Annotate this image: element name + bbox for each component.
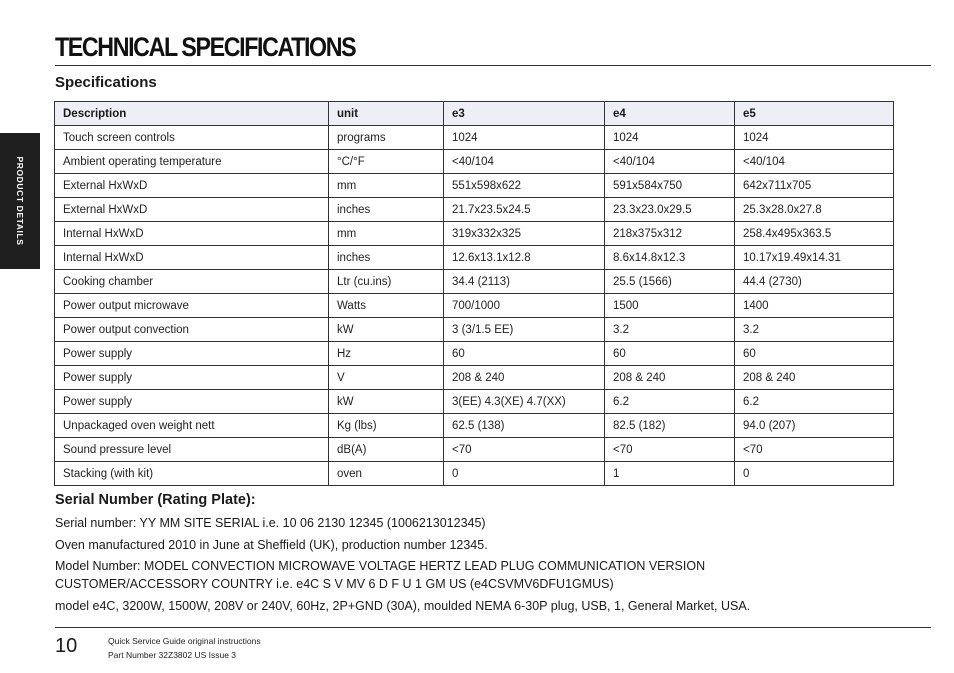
section-heading-serial-number: Serial Number (Rating Plate): bbox=[55, 492, 256, 508]
table-cell: 62.5 (138) bbox=[444, 414, 605, 438]
table-cell: Power supply bbox=[55, 366, 329, 390]
table-cell: 551x598x622 bbox=[444, 174, 605, 198]
table-row bbox=[55, 414, 894, 438]
table-cell: Hz bbox=[329, 342, 444, 366]
column-header: e5 bbox=[735, 102, 894, 126]
table-cell: <70 bbox=[735, 438, 894, 462]
table-cell: <70 bbox=[605, 438, 735, 462]
table-cell: 0 bbox=[735, 462, 894, 486]
table-cell: 3 (3/1.5 EE) bbox=[444, 318, 605, 342]
table-cell: 94.0 (207) bbox=[735, 414, 894, 438]
table-cell: 25.3x28.0x27.8 bbox=[735, 198, 894, 222]
table-cell: Ambient operating temperature bbox=[55, 150, 329, 174]
table-cell: 6.2 bbox=[605, 390, 735, 414]
table-cell: 34.4 (2113) bbox=[444, 270, 605, 294]
table-cell: <40/104 bbox=[444, 150, 605, 174]
table-row bbox=[55, 126, 894, 150]
table-cell: External HxWxD bbox=[55, 174, 329, 198]
side-tab-label: PRODUCT DETAILS bbox=[15, 156, 25, 246]
table-row bbox=[55, 270, 894, 294]
table-cell: 208 & 240 bbox=[444, 366, 605, 390]
table-row bbox=[55, 366, 894, 390]
table-cell: oven bbox=[329, 462, 444, 486]
table-cell: 60 bbox=[444, 342, 605, 366]
table-cell: Cooking chamber bbox=[55, 270, 329, 294]
table-cell: 82.5 (182) bbox=[605, 414, 735, 438]
table-cell: 8.6x14.8x12.3 bbox=[605, 246, 735, 270]
model-example-text: model e4C, 3200W, 1500W, 208V or 240V, 60Hz, 2P+GND (30A), moulded NEMA 6-30P plug, USB, 1, General Market, USA. bbox=[55, 599, 751, 613]
table-cell: Power supply bbox=[55, 390, 329, 414]
table-cell: programs bbox=[329, 126, 444, 150]
table-cell: 3.2 bbox=[605, 318, 735, 342]
table-cell: mm bbox=[329, 174, 444, 198]
table-cell: dB(A) bbox=[329, 438, 444, 462]
table-row bbox=[55, 438, 894, 462]
table-cell: Power supply bbox=[55, 342, 329, 366]
table-row bbox=[55, 318, 894, 342]
table-cell: <40/104 bbox=[605, 150, 735, 174]
table-cell: mm bbox=[329, 222, 444, 246]
footer-part-number: Part Number 32Z3802 US Issue 3 bbox=[108, 650, 237, 660]
manufacture-text: Oven manufactured 2010 in June at Sheffield (UK), production number 12345. bbox=[55, 538, 488, 552]
table-row bbox=[55, 462, 894, 486]
table-cell: Unpackaged oven weight nett bbox=[55, 414, 329, 438]
table-cell: 6.2 bbox=[735, 390, 894, 414]
table-cell: 3.2 bbox=[735, 318, 894, 342]
table-row bbox=[55, 342, 894, 366]
side-tab bbox=[0, 133, 40, 269]
column-header: unit bbox=[329, 102, 444, 126]
table-row bbox=[55, 390, 894, 414]
table-cell: 10.17x19.49x14.31 bbox=[735, 246, 894, 270]
table-cell: Power output convection bbox=[55, 318, 329, 342]
table-cell: 1 bbox=[605, 462, 735, 486]
model-number-text: Model Number: MODEL CONVECTION MICROWAVE VOLTAGE HERTZ LEAD PLUG COMMUNICATION VERSION bbox=[55, 559, 706, 573]
serial-number-text: Serial number: YY MM SITE SERIAL i.e. 10 06 2130 12345 (1006213012345) bbox=[55, 516, 486, 530]
table-cell: kW bbox=[329, 390, 444, 414]
table-cell: kW bbox=[329, 318, 444, 342]
table-cell: 1024 bbox=[605, 126, 735, 150]
table-cell: Internal HxWxD bbox=[55, 246, 329, 270]
table-cell: 208 & 240 bbox=[735, 366, 894, 390]
table-cell: Internal HxWxD bbox=[55, 222, 329, 246]
table-cell: 208 & 240 bbox=[605, 366, 735, 390]
table-cell: 591x584x750 bbox=[605, 174, 735, 198]
table-cell: 319x332x325 bbox=[444, 222, 605, 246]
section-heading-specifications: Specifications bbox=[55, 74, 157, 91]
table-row bbox=[55, 246, 894, 270]
table-cell: Ltr (cu.ins) bbox=[329, 270, 444, 294]
table-cell: Sound pressure level bbox=[55, 438, 329, 462]
table-cell: Touch screen controls bbox=[55, 126, 329, 150]
table-cell: 60 bbox=[735, 342, 894, 366]
table-cell: 1500 bbox=[605, 294, 735, 318]
specifications-table bbox=[54, 101, 894, 486]
column-header: e3 bbox=[444, 102, 605, 126]
table-cell: 218x375x312 bbox=[605, 222, 735, 246]
table-cell: inches bbox=[329, 246, 444, 270]
table-cell: 12.6x13.1x12.8 bbox=[444, 246, 605, 270]
table-cell: Stacking (with kit) bbox=[55, 462, 329, 486]
table-row bbox=[55, 294, 894, 318]
table-cell: 700/1000 bbox=[444, 294, 605, 318]
table-cell: Power output microwave bbox=[55, 294, 329, 318]
page-number: 10 bbox=[55, 635, 78, 657]
table-cell: 23.3x23.0x29.5 bbox=[605, 198, 735, 222]
table-cell: 44.4 (2730) bbox=[735, 270, 894, 294]
table-cell: <40/104 bbox=[735, 150, 894, 174]
table-cell: External HxWxD bbox=[55, 198, 329, 222]
table-cell: 642x711x705 bbox=[735, 174, 894, 198]
table-cell: 258.4x495x363.5 bbox=[735, 222, 894, 246]
footer-guide-title: Quick Service Guide original instructions bbox=[108, 636, 261, 646]
model-number-text-continued: CUSTOMER/ACCESSORY COUNTRY i.e. e4C S V MV 6 D F U 1 GM US (e4CSVMV6DFU1GMUS) bbox=[55, 577, 614, 591]
table-cell: °C/°F bbox=[329, 150, 444, 174]
table-row bbox=[55, 174, 894, 198]
table-cell: 1024 bbox=[735, 126, 894, 150]
table-cell: 21.7x23.5x24.5 bbox=[444, 198, 605, 222]
table-cell: inches bbox=[329, 198, 444, 222]
table-cell: 25.5 (1566) bbox=[605, 270, 735, 294]
table-cell: 3(EE) 4.3(XE) 4.7(XX) bbox=[444, 390, 605, 414]
table-cell: V bbox=[329, 366, 444, 390]
table-header-row bbox=[55, 102, 894, 126]
table-cell: 1400 bbox=[735, 294, 894, 318]
table-cell: <70 bbox=[444, 438, 605, 462]
column-header: e4 bbox=[605, 102, 735, 126]
table-cell: 60 bbox=[605, 342, 735, 366]
table-cell: Kg (lbs) bbox=[329, 414, 444, 438]
table-cell: 1024 bbox=[444, 126, 605, 150]
footer-divider bbox=[55, 627, 931, 628]
page-title: TECHNICAL SPECIFICATIONS bbox=[55, 32, 356, 62]
table-row bbox=[55, 150, 894, 174]
table-row bbox=[55, 222, 894, 246]
column-header: Description bbox=[55, 102, 329, 126]
table-cell: Watts bbox=[329, 294, 444, 318]
table-row bbox=[55, 198, 894, 222]
table-cell: 0 bbox=[444, 462, 605, 486]
title-divider bbox=[55, 65, 931, 66]
